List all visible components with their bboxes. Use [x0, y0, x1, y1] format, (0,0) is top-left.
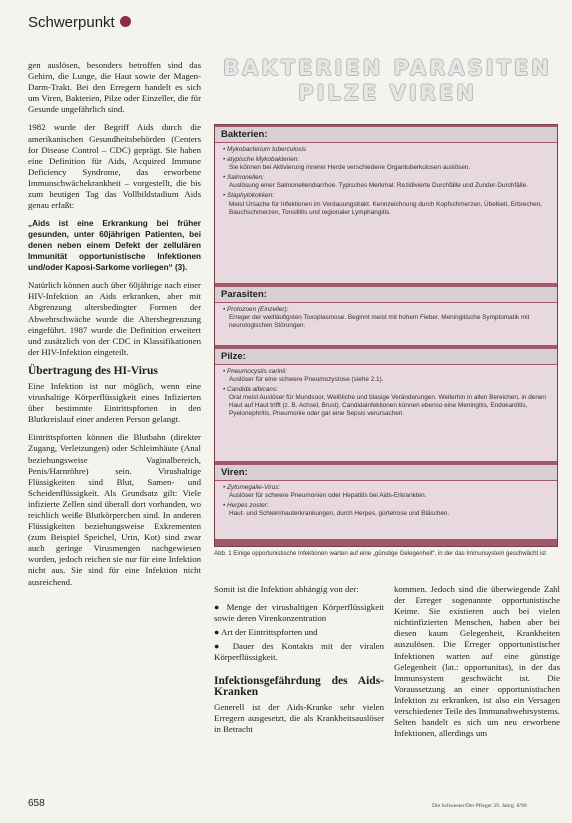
figure-caption: Abb. 1 Einige opportunistische Infektionen warten auf eine „günstige Gelegenheit“, in der das Immunsystem geschwächt ist: [214, 550, 546, 557]
section-header: [28, 14, 131, 31]
item-description: Sie können bei Aktivierung innerer Herde verschiedene Organtuberkulosen auslösen.: [229, 164, 471, 172]
item-name: • Pneumocystis carinii:: [223, 368, 288, 375]
list-item: [223, 502, 551, 518]
right-column: [394, 584, 560, 739]
item-name: • Staphylokokken:: [223, 192, 274, 200]
section-heading-fungi: Pilze:: [215, 349, 557, 364]
journal-source: Die Schwester/Der Pfleger 29. Jahrg. 8/90: [432, 803, 527, 809]
section-title: Schwerpunkt: [28, 14, 115, 31]
figure-title: [215, 56, 560, 120]
item-description: Auslöser für schwere Pneumonien oder Hepatitis bei Aids-Erkrankten.: [229, 492, 427, 500]
item-name: • Salmonellen:: [223, 174, 264, 182]
item-name: • Candida albicans:: [223, 386, 278, 394]
item-description: Erreger der weitläufigsten Toxoplasmose. Beginnt meist mit hohem Fieber. Meningitische Symptomatik mit neurologischen Störungen.: [229, 314, 530, 330]
aids-definition-quote: „Aids ist eine Erkrankung bei früher gesunden, unter 60jährigen Patienten, bei denen neben einem Defekt der zellulären Immunität opportunistische Infektionen und/oder Kaposi-Sarkome vorliegen“ (3).: [28, 219, 201, 273]
paragraph: kommen. Jedoch sind die überwiegende Zahl der Erreger sogenannte opportunistische Keime. Sie existieren auch bei vielen nichtinfizierten Menschen, haben aber bei diesen kaum Gelegenheit, Krankheiten auszulösen. Die Erreger opportunistischer Infektionen warten auf eine günstige Gelegenheit (lat.: opportunitas), in der das Immunsystem geschwächt ist. Die Voraussetzung an einer opportunistischen Infektion zu erkranken, ist also ein Versagen verschiedener Teile des Immunabwehrsystems. Selten handelt es sich um neu erworbene Infektionen, allerdings um: [394, 584, 560, 739]
paragraph: Somit ist die Infektion abhängig von der:: [214, 584, 359, 594]
pathogen-panel: [214, 124, 558, 547]
item-name: • Herpes zoster:: [223, 502, 269, 510]
section-heading-bacteria: Bakterien:: [215, 127, 557, 142]
left-column: [28, 60, 201, 595]
item-name: • Mykobacterium tuberculosis: [223, 146, 307, 153]
paragraph: Generell ist der Aids-Kranke sehr vielen Erregern ausgesetzt, die als Krankheitsauslöser in Betracht: [214, 701, 384, 734]
paragraph: Natürlich können auch über 60jährige nach einer HIV-Infektion an Aids erkranken, aber mit Abgrenzung altersbedingter Formen der Abwehrschwäche wurde die Altersbegrenzung eingeführt. 1987 wurde die Definition erweitert und zusätzlich von der CDC in Klassifikationen der HIV-Infektion eingeteilt.: [28, 280, 201, 357]
item-description: Meist Ursache für Infektionen im Verdauungstrakt. Kennzeichnung durch Kopfschmerzen, Übelkeit, Erbrechen, Bauchschmerzen, Tonsillitis und regionaler Lymphangitis.: [229, 200, 542, 216]
list-item: ● Art der Eintrittspforten und: [214, 627, 318, 638]
item-description: Auslösung einer Salmonellendiarrhoe. Typisches Merkmal: Rezidivierte Durchfälle und Zunder-Durchfälle.: [229, 182, 528, 190]
heading-transmission: Übertragung des HI-Virus: [28, 364, 158, 377]
item-name: • Zytomegalie-Virus:: [223, 484, 281, 491]
list-item: [223, 156, 551, 172]
list-item: ● Dauer des Kontakts mit der viralen Körperflüssigkeit.: [214, 641, 384, 663]
figure-title-line: PILZE VIREN: [298, 81, 477, 105]
list-item: [223, 174, 551, 190]
section-body-parasites: [215, 303, 557, 345]
item-description: Oral meist Auslöser für Mundsoor, Weißliche und blasige Veränderungen. Weiterhin in allen Bereichen, in denen Haut auf Haut trifft (z. B. Achsel, Brust). Candidainfektionen können ebenso eine Meningitis, Endokarditis, Pyelonephritis, Pneumonie oder gar eine Sepsis verursachen.: [229, 394, 546, 418]
list-item: [223, 192, 551, 216]
middle-column: [214, 584, 384, 742]
paragraph: gen auslösen, besonders betroffen sind das Gehirn, die Lunge, die Haut sowie der Magen-Darm-Trakt. Bei den Erregern handelt es sich um Viren, Bakterien, Pilze oder Einzeller, die für Gesunde ungefährlich sind.: [28, 60, 201, 115]
figure-title-line: BAKTERIEN PARASITEN: [223, 56, 552, 80]
item-description: Haut- und Schleimhauterkrankungen, durch Herpes, gürtelrose und Bläschen.: [229, 510, 450, 518]
paragraph: Eintrittspforten können die Blutbahn (direkter Zugang, Verletzungen) oder Schleimhäute (Anal beziehungsweise Vaginalbereich, Penis/Harnröhre) sein. Virushaltige Flüssigkeiten sind Blut, Samen- und Scheidenflüssigkeit. Als Grundsatz gilt: Viele infizierte Zellen sind überall dort vorhanden, wo reichlich weiße Blutkörperchen sind. In anderen Flüssigkeiten beziehungsweise Exkrementen (zum Beispiel Speichel, Urin, Kot) sind zwar auch geringe Virusmengen nachgewiesen worden, jedoch reichen sie nur für eine Infektion nicht aus. Sie sind für eine Infektion nicht ausreichend.: [28, 432, 201, 587]
section-heading-parasites: Parasiten:: [215, 287, 557, 302]
section-dot-icon: [120, 16, 131, 27]
heading-infection-risk: Infektionsgefährdung des Aids-Kranken: [214, 674, 384, 698]
list-item: [223, 146, 551, 154]
item-description: Auslöser für eine schwere Pneumozystose (siehe 2.1).: [229, 376, 384, 384]
list-item: [223, 484, 551, 500]
item-name: • Protozoen (Einzeller):: [223, 306, 289, 313]
paragraph: Eine Infektion ist nur möglich, wenn eine virushaltige Körperflüssigkeit eines Infizierten über bestimmte Eintrittspforten in den Blutkreislauf einer anderen Person gelangt.: [28, 380, 201, 425]
item-name: • atypische Mykobakterien:: [223, 156, 300, 164]
list-item: [223, 306, 551, 330]
list-item: [223, 386, 551, 418]
section-heading-viruses: Viren:: [215, 465, 557, 480]
paragraph: 1982 wurde der Begriff Aids durch die amerikanischen Gesundheitsbehörden (Centers for Disease Control – CDC) geprägt. Sie haben eine Definition für Aids, Acquired Immune Deficiency Syndrome, das erworbene Immunschwächekrankheit – vorgestellt, die bis zum heutigen Tag das Vollbildstadium Aids genau erfaßt:: [28, 122, 201, 211]
section-body-bacteria: [215, 143, 557, 283]
list-item: [223, 368, 551, 384]
section-body-fungi: [215, 365, 557, 461]
list-item: ● Menge der virushaltigen Körperflüssigkeit sowie deren Virenkonzentration: [214, 602, 384, 624]
section-body-viruses: [215, 481, 557, 539]
page-number: 658: [28, 798, 45, 809]
